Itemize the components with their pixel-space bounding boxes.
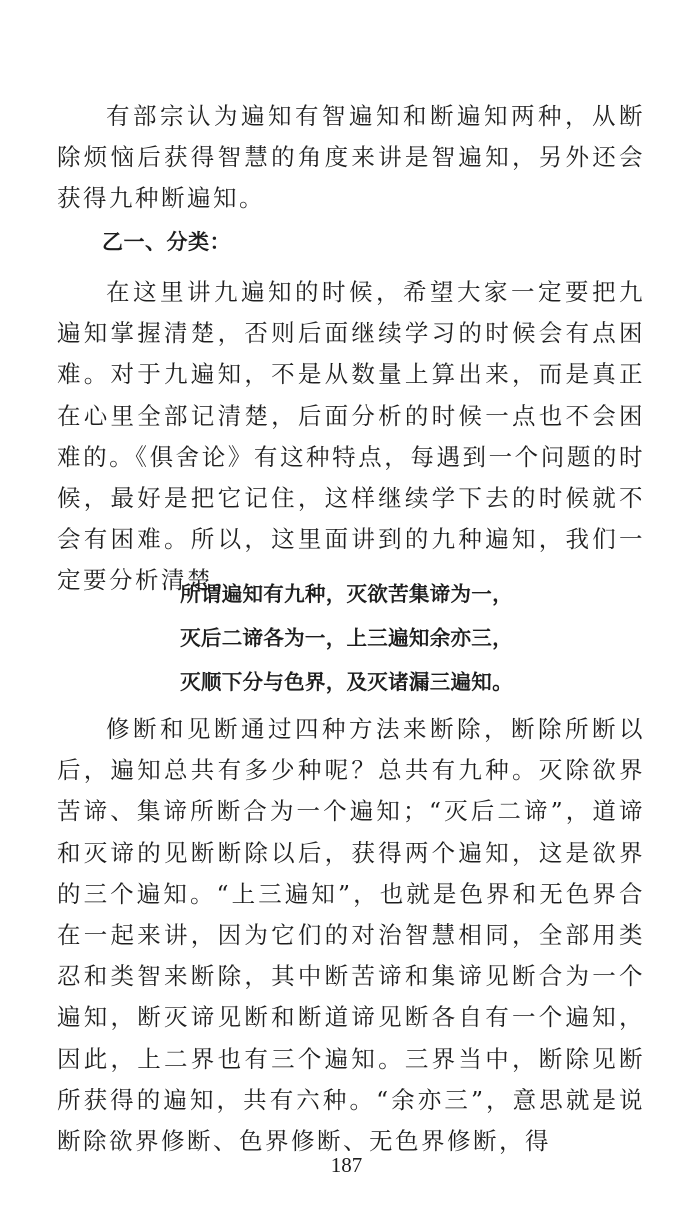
verse-line-1: 所谓遍知有九种，灭欲苦集谛为一，: [180, 582, 513, 606]
verse-line-3: 灭顺下分与色界，及灭诸漏三遍知。: [180, 670, 513, 694]
main-paragraph: 在这里讲九遍知的时候，希望大家一定要把九遍知掌握清楚，否则后面继续学习的时候会有点困难。对于九遍知，不是从数量上算出来，而是真正在心里全部记清楚，后面分析的时候一点也不会困难的。《俱舍论》有这种特点，每遇到一个问题的时候，最好是把它记住，这样继续学下去的时候就不会有困难。所以，这里面讲到的九种遍知，我们一定要分析清楚。: [57, 278, 645, 595]
intro-paragraph: 有部宗认为遍知有智遍知和断遍知两种，从断除烦恼后获得智慧的角度来讲是智遍知，另外还会获得九种断遍知。: [57, 102, 645, 213]
section-heading: 乙一、分类：: [102, 230, 231, 254]
commentary-paragraph: 修断和见断通过四种方法来断除，断除所断以后，遍知总共有多少种呢？总共有九种。灭除欲界苦谛、集谛所断合为一个遍知；“灭后二谛”，道谛和灭谛的见断断除以后，获得两个遍知，这是欲界的三个遍知。“上三遍知”，也就是色界和无色界合在一起来讲，因为它们的对治智慧相同，全部用类忍和类智来断除，其中断苦谛和集谛见断合为一个遍知，断灭谛见断和断道谛见断各自有一个遍知，因此，上二界也有三个遍知。三界当中，断除见断所获得的遍知，共有六种。“余亦三”，意思就是说断除欲界修断、色界修断、无色界修断，得: [57, 715, 645, 1156]
verse-line-2: 灭后二谛各为一，上三遍知余亦三，: [180, 626, 513, 650]
page-number: 187: [330, 1153, 363, 1177]
